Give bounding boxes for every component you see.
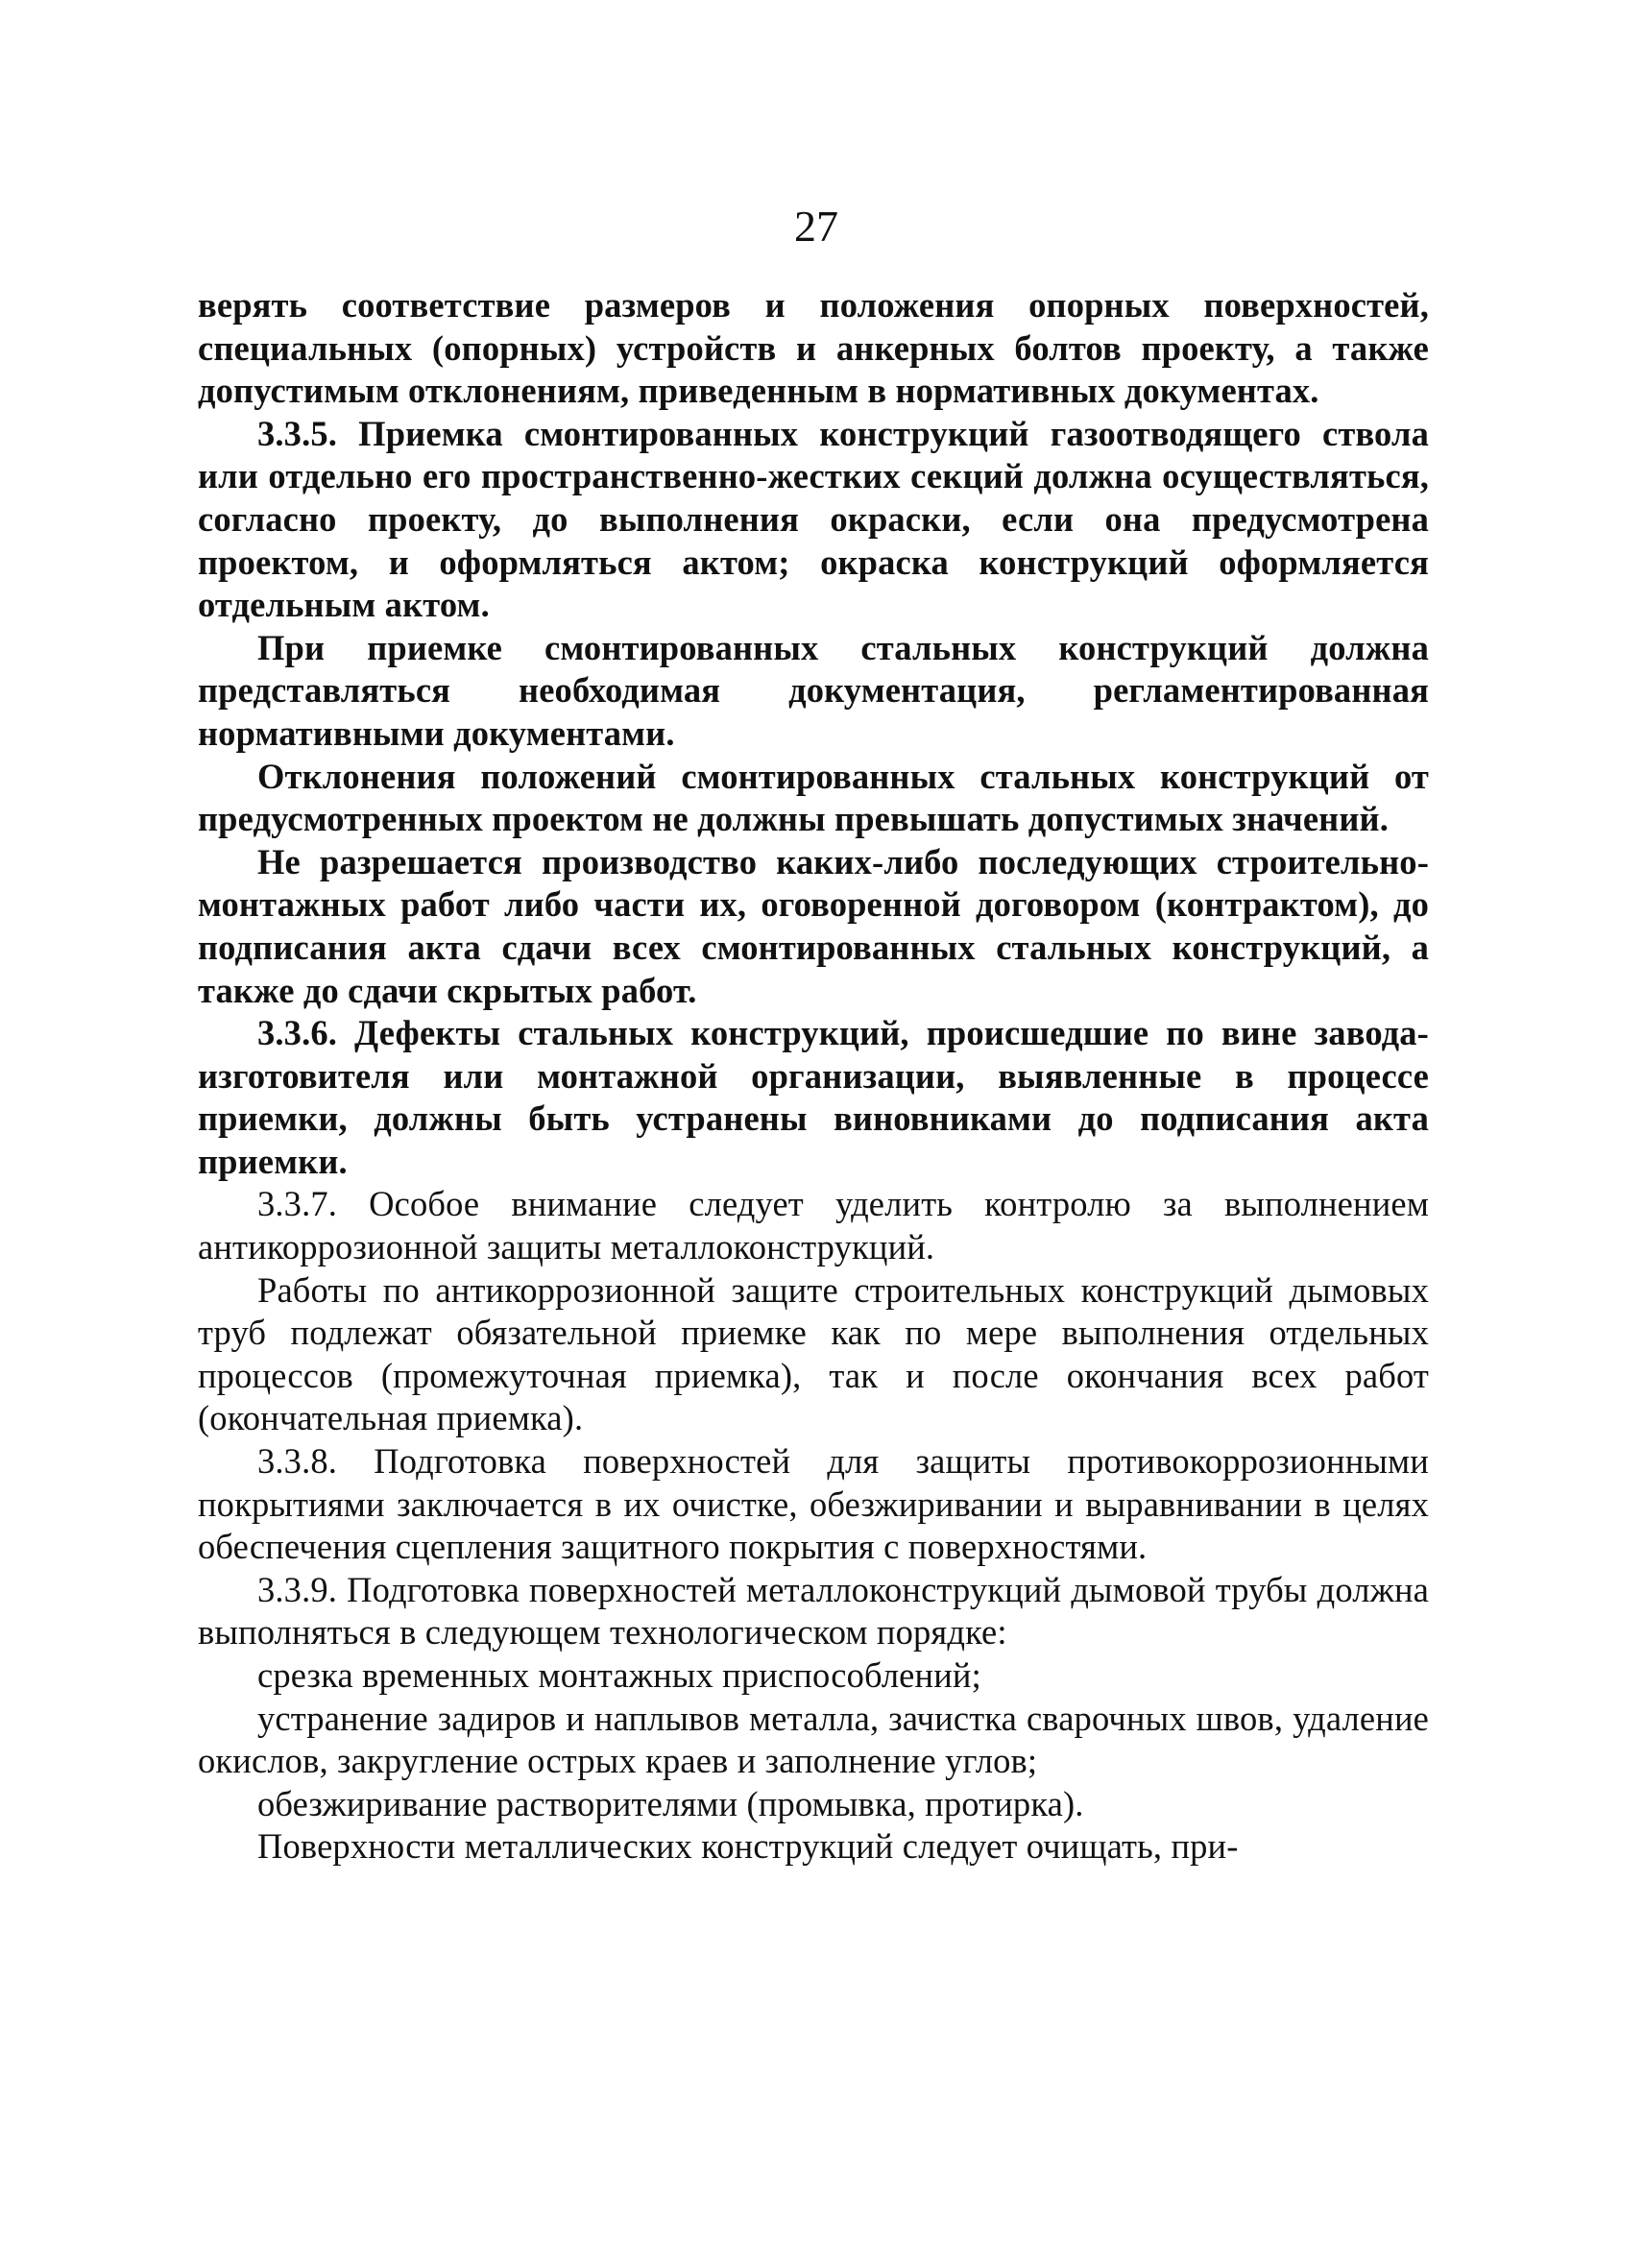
paragraph-prohibition: Не разрешается производство каких-либо последующих строительно-монтажных работ либо части их, оговоренной договором (контрактом), до подписания акта сдачи всех смонтированных стальных конструкций, а также до сдачи скрытых работ. — [198, 841, 1429, 1010]
paragraph-3-3-6: 3.3.6. Дефекты стальных конструкций, происшедшие по вине завода-изготовителя или монтажной организации, выявленные в процессе приемки, должны быть устранены виновниками до подписания акта приемки. — [198, 1013, 1429, 1181]
paragraph-anticorrosion-works: Работы по антикоррозионной защите строительных конструкций дымовых труб подлежат обязательной приемке как по мере выполнения отдельных процессов (промежуточная приемка), так и после окончания всех работ (окончательная приемка). — [198, 1269, 1429, 1438]
paragraph-surfaces-cleaning: Поверхности металлических конструкций следует очищать, при- — [257, 1826, 1239, 1867]
paragraph-deviations: Отклонения положений смонтированных стальных конструкций от предусмотренных проектом не должны превышать допустимых значений. — [198, 756, 1429, 839]
body-text — [198, 284, 1429, 1869]
paragraph-documentation: При приемке смонтированных стальных конструкций должна представляться необходимая документация, регламентированная нормативными документами. — [198, 627, 1429, 753]
paragraph-3-3-9: 3.3.9. Подготовка поверхностей металлоконструкций дымовой трубы должна выполняться в следующем технологическом порядке: — [198, 1569, 1429, 1653]
page-number: 27 — [794, 202, 838, 251]
paragraph-continuation: верять соответствие размеров и положения опорных поверхностей, специальных (опорных) устройств и анкерных болтов проекту, а также допустимым отклонениям, приведенным в нормативных документах. — [198, 285, 1429, 411]
paragraph-3-3-7: 3.3.7. Особое внимание следует уделить контролю за выполнением антикоррозионной защиты металлоконструкций. — [198, 1184, 1429, 1267]
list-item-degreasing: обезжиривание растворителями (промывка, протирка). — [257, 1783, 1084, 1823]
list-item-cutting: срезка временных монтажных приспособлений; — [257, 1655, 981, 1695]
paragraph-3-3-5: 3.3.5. Приемка смонтированных конструкций газоотводящего ствола или отдельно его пространственно-жестких секций должна осуществляться, согласно проекту, до выполнения окраски, если она предусмотрена проектом, и оформляться актом; окраска конструкций оформляется отдельным актом. — [198, 413, 1429, 625]
paragraph-3-3-8: 3.3.8. Подготовка поверхностей для защиты противокоррозионными покрытиями заключается в их очистке, обезжиривании и выравнивании в целях обеспечения сцепления защитного покрытия с поверхностями. — [198, 1441, 1429, 1567]
list-item-cleanup: устранение задиров и наплывов металла, зачистка сварочных швов, удаление окислов, закругление острых краев и заполнение углов; — [198, 1698, 1429, 1781]
